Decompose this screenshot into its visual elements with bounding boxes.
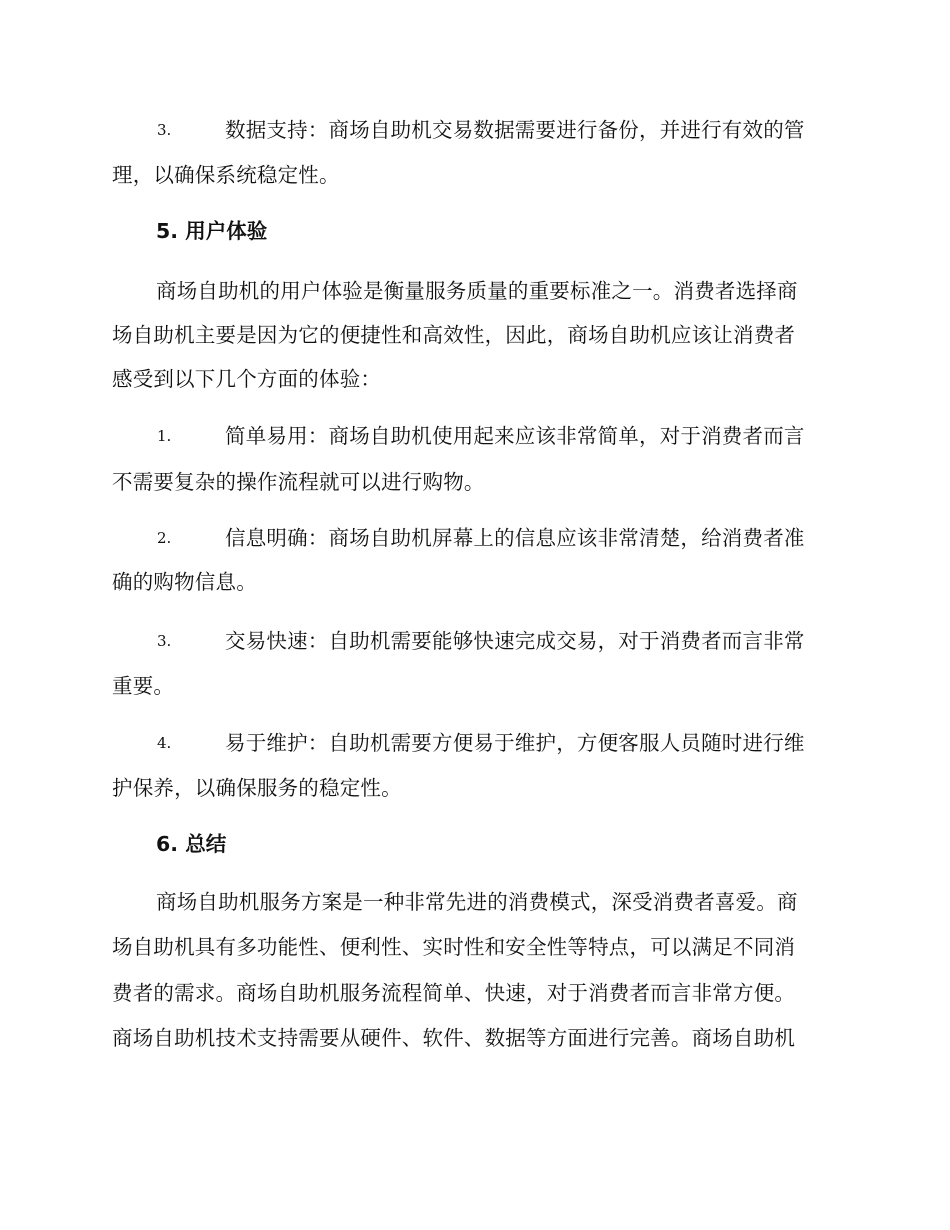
list-item-text: 简单易用：商场自助机使用起来应该非常简单，对于消费者而言 bbox=[225, 424, 805, 448]
list-item-text-continued: 理，以确保系统稳定性。 bbox=[112, 163, 340, 187]
paragraph-line: 感受到以下几个方面的体验： bbox=[112, 367, 382, 391]
list-item-number: 2. bbox=[157, 529, 172, 547]
paragraph-line: 商场自助机的用户体验是衡量服务质量的重要标准之一。消费者选择商 bbox=[156, 279, 798, 303]
paragraph-line: 场自助机主要是因为它的便捷性和高效性，因此，商场自助机应该让消费者 bbox=[112, 323, 796, 347]
list-item-number: 1. bbox=[157, 427, 172, 445]
list-item-text: 信息明确：商场自助机屏幕上的信息应该非常清楚，给消费者准 bbox=[225, 526, 805, 550]
list-item-text-continued: 重要。 bbox=[112, 674, 175, 698]
paragraph-line: 商场自助机技术支持需要从硬件、软件、数据等方面进行完善。商场自助机 bbox=[112, 1026, 796, 1050]
section-heading-user-experience: 5. 用户体验 bbox=[156, 219, 268, 243]
paragraph-line: 场自助机具有多功能性、便利性、实时性和安全性等特点，可以满足不同消 bbox=[112, 935, 796, 959]
list-item-text-continued: 确的购物信息。 bbox=[112, 570, 257, 594]
list-item-text-continued: 护保养，以确保服务的稳定性。 bbox=[112, 776, 402, 800]
list-item-text-continued: 不需要复杂的操作流程就可以进行购物。 bbox=[112, 470, 485, 494]
list-item-number: 4. bbox=[157, 734, 172, 752]
list-item-text: 易于维护：自助机需要方便易于维护，方便客服人员随时进行维 bbox=[225, 731, 805, 755]
paragraph-line: 费者的需求。商场自助机服务流程简单、快速，对于消费者而言非常方便。 bbox=[112, 981, 796, 1005]
list-item-number: 3. bbox=[157, 121, 172, 139]
list-item-text: 数据支持：商场自助机交易数据需要进行备份，并进行有效的管 bbox=[225, 118, 805, 142]
list-item-text: 交易快速：自助机需要能够快速完成交易，对于消费者而言非常 bbox=[225, 629, 805, 653]
section-heading-summary: 6. 总结 bbox=[156, 832, 227, 856]
paragraph-line: 商场自助机服务方案是一种非常先进的消费模式，深受消费者喜爱。商 bbox=[156, 890, 798, 914]
list-item-number: 3. bbox=[157, 632, 172, 650]
